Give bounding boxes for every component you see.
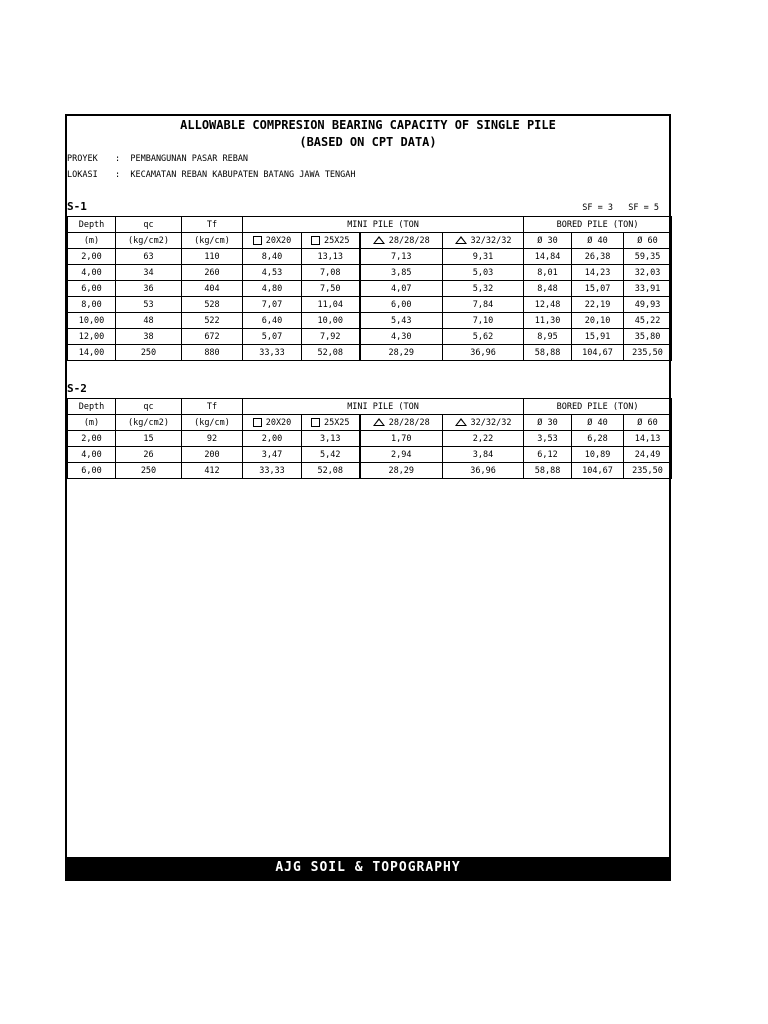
table-cell: 58,88 [524,345,572,361]
table-cell: 45,22 [624,313,672,329]
col-mini-pile: MINI PILE (TON [243,217,524,233]
table-cell: 14,23 [572,265,624,281]
table-cell: 2,00 [68,431,116,447]
mp3-label: 28/28/28 [388,417,430,428]
col-tf: Tf [182,217,243,233]
col-bp-40: Ø 40 [572,233,624,249]
table-cell: 8,95 [524,329,572,345]
table-cell: 235,50 [624,463,672,479]
col-depth-unit: (m) [68,233,116,249]
project-line [67,154,248,164]
col-bp-60: Ø 60 [624,233,672,249]
table-cell: 7,13 [360,249,443,265]
table-cell: 412 [182,463,243,479]
table-cell: 12,00 [68,329,116,345]
col-mp-triangle-28 [360,233,443,249]
table-cell: 7,50 [302,281,360,297]
table-cell: 4,00 [68,447,116,463]
table-cell: 2,00 [243,431,302,447]
table-cell: 5,03 [443,265,524,281]
table-cell: 5,42 [302,447,360,463]
table-row [68,281,672,297]
table-subheader-row [68,233,672,249]
mp2-label: 25X25 [323,235,350,246]
table-cell: 528 [182,297,243,313]
table-cell: 260 [182,265,243,281]
table-cell: 1,70 [360,431,443,447]
table-cell: 3,84 [443,447,524,463]
table-cell: 110 [182,249,243,265]
col-bp-60: Ø 60 [624,415,672,431]
table-cell: 7,10 [443,313,524,329]
location-value: : KECAMATAN REBAN KABUPATEN BATANG JAWA TENGAH [115,170,356,180]
table-cell: 6,00 [68,281,116,297]
table-cell: 4,53 [243,265,302,281]
table-cell: 11,30 [524,313,572,329]
table-cell: 20,10 [572,313,624,329]
table-cell: 250 [116,345,182,361]
table-cell: 10,00 [68,313,116,329]
table-row [68,265,672,281]
table-cell: 9,31 [443,249,524,265]
table-cell: 28,29 [360,463,443,479]
table-cell: 522 [182,313,243,329]
table-cell: 3,13 [302,431,360,447]
table-cell: 32,03 [624,265,672,281]
table-cell: 104,67 [572,345,624,361]
col-mp-square-25 [302,233,360,249]
table-cell: 14,13 [624,431,672,447]
table-cell: 58,88 [524,463,572,479]
table-cell: 4,00 [68,265,116,281]
table-cell: 5,62 [443,329,524,345]
col-bored-pile: BORED PILE (TON) [524,217,672,233]
table-cell: 6,00 [68,463,116,479]
table-cell: 7,84 [443,297,524,313]
table-cell: 4,07 [360,281,443,297]
table-cell: 2,00 [68,249,116,265]
col-qc: qc [116,217,182,233]
table-cell: 6,28 [572,431,624,447]
table-cell: 15,91 [572,329,624,345]
table-cell: 13,13 [302,249,360,265]
mp3-label: 28/28/28 [388,235,430,246]
triangle-icon [455,418,467,426]
col-depth-unit: (m) [68,415,116,431]
table-cell: 12,48 [524,297,572,313]
col-mp-square-20 [243,415,302,431]
table-cell: 22,19 [572,297,624,313]
col-mp-triangle-32 [443,233,524,249]
col-tf-unit: (kg/cm) [182,233,243,249]
col-bp-40: Ø 40 [572,415,624,431]
table-row [68,249,672,265]
mp2-label: 25X25 [323,417,350,428]
table-cell: 92 [182,431,243,447]
mp4-label: 32/32/32 [470,417,512,428]
s1-table [67,216,672,361]
col-mini-pile: MINI PILE (TON [243,399,524,415]
table-cell: 4,80 [243,281,302,297]
col-mp-square-20 [243,233,302,249]
table-cell: 10,00 [302,313,360,329]
col-qc: qc [116,399,182,415]
table-header-row [68,399,672,415]
table-cell: 28,29 [360,345,443,361]
table-cell: 26,38 [572,249,624,265]
project-value: : PEMBANGUNAN PASAR REBAN [115,154,249,164]
table-cell: 3,85 [360,265,443,281]
table-cell: 36 [116,281,182,297]
table-cell: 8,00 [68,297,116,313]
col-bp-30: Ø 30 [524,415,572,431]
footer-banner: AJG SOIL & TOPOGRAPHY [67,857,669,879]
table-row [68,463,672,479]
table-row [68,329,672,345]
table-row [68,297,672,313]
table-row [68,447,672,463]
table-cell: 52,08 [302,345,360,361]
table-cell: 10,89 [572,447,624,463]
section-label-s1: S-1 [67,200,87,213]
triangle-icon [373,236,385,244]
table-cell: 2,22 [443,431,524,447]
table-cell: 8,40 [243,249,302,265]
table-cell: 26 [116,447,182,463]
table-cell: 8,01 [524,265,572,281]
report-subtitle: (BASED ON CPT DATA) [299,135,437,149]
location-label: LOKASI [67,170,98,180]
table-cell: 59,35 [624,249,672,265]
col-tf-unit: (kg/cm) [182,415,243,431]
col-tf: Tf [182,399,243,415]
table-cell: 48 [116,313,182,329]
table-cell: 24,49 [624,447,672,463]
table-cell: 5,43 [360,313,443,329]
table-row [68,345,672,361]
table-cell: 8,48 [524,281,572,297]
square-icon [311,236,320,245]
table-cell: 404 [182,281,243,297]
table-cell: 4,30 [360,329,443,345]
table-cell: 880 [182,345,243,361]
table-cell: 3,47 [243,447,302,463]
mp1-label: 20X20 [265,417,292,428]
table-cell: 15,07 [572,281,624,297]
table-row [68,431,672,447]
table-cell: 36,96 [443,345,524,361]
table-subheader-row [68,415,672,431]
table-cell: 14,84 [524,249,572,265]
table-cell: 33,33 [243,463,302,479]
col-bp-30: Ø 30 [524,233,572,249]
table-cell: 6,12 [524,447,572,463]
table-cell: 6,00 [360,297,443,313]
table-header-row [68,217,672,233]
table-cell: 104,67 [572,463,624,479]
table-cell: 235,50 [624,345,672,361]
square-icon [253,418,262,427]
table-cell: 63 [116,249,182,265]
col-qc-unit: (kg/cm2) [116,415,182,431]
table-cell: 2,94 [360,447,443,463]
table-cell: 200 [182,447,243,463]
s2-table [67,398,672,479]
table-cell: 36,96 [443,463,524,479]
table-cell: 38 [116,329,182,345]
col-mp-triangle-32 [443,415,524,431]
report-title: ALLOWABLE COMPRESION BEARING CAPACITY OF SINGLE PILE [180,118,556,132]
table-cell: 5,07 [243,329,302,345]
table-cell: 11,04 [302,297,360,313]
table-cell: 34 [116,265,182,281]
table-cell: 5,32 [443,281,524,297]
table-cell: 49,93 [624,297,672,313]
table-cell: 33,91 [624,281,672,297]
project-label: PROYEK [67,154,98,164]
square-icon [253,236,262,245]
report-sheet [65,114,671,881]
table-cell: 15 [116,431,182,447]
table-cell: 53 [116,297,182,313]
location-line [67,170,356,180]
table-cell: 35,80 [624,329,672,345]
col-depth: Depth [68,217,116,233]
triangle-icon [455,236,467,244]
square-icon [311,418,320,427]
mp4-label: 32/32/32 [470,235,512,246]
table-cell: 3,53 [524,431,572,447]
col-mp-triangle-28 [360,415,443,431]
table-cell: 7,08 [302,265,360,281]
table-cell: 52,08 [302,463,360,479]
table-cell: 6,40 [243,313,302,329]
mp1-label: 20X20 [265,235,292,246]
col-bored-pile: BORED PILE (TON) [524,399,672,415]
table-cell: 14,00 [68,345,116,361]
table-cell: 672 [182,329,243,345]
safety-factor-label: SF = 3 SF = 5 [582,203,659,213]
col-depth: Depth [68,399,116,415]
col-mp-square-25 [302,415,360,431]
table-row [68,313,672,329]
table-cell: 33,33 [243,345,302,361]
col-qc-unit: (kg/cm2) [116,233,182,249]
triangle-icon [373,418,385,426]
table-cell: 7,92 [302,329,360,345]
table-cell: 250 [116,463,182,479]
table-cell: 7,07 [243,297,302,313]
section-label-s2: S-2 [67,382,87,395]
